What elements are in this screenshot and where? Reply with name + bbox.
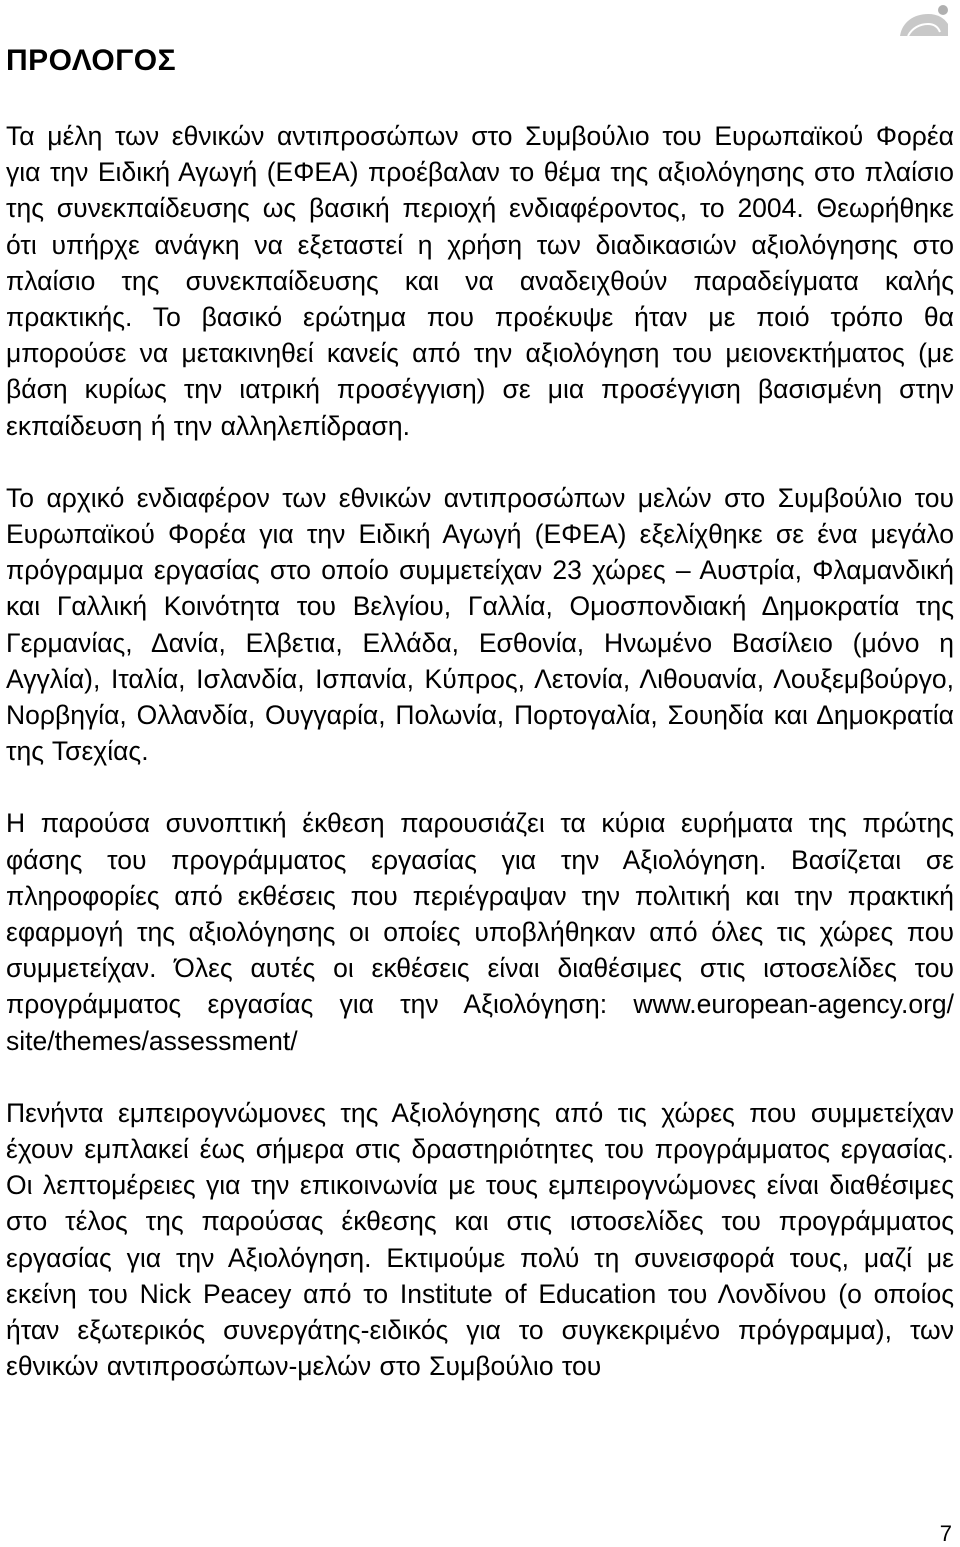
document-body xyxy=(6,118,954,1421)
paragraph-countries: Το αρχικό ενδιαφέρον των εθνικών αντιπροσώπων μελών στο Συμβούλιο του Ευρωπαϊκού Φορέα για την Ειδική Αγωγή (ΕΦΕΑ) εξελίχθηκε σε ένα μεγάλο πρόγραμμα εργασίας στο οποίο συμμετείχαν 23 χώρες – Αυστρία, Φλαμανδική και Γαλλική Κοινότητα του Βελγίου, Γαλλία, Ομοσπονδιακή Δημοκρατία της Γερμανίας, Δανία, Ελβετια, Ελλάδα, Εσθονία, Ηνωμένο Βασίλειο (μόνο η Αγγλία), Ιταλία, Ισλανδία, Ισπανία, Κύπρος, Λετονία, Λιθουανία, Λουξεμβούργο, Νορβηγία, Ολλανδία, Ουγγαρία, Πολωνία, Πορτογαλία, Σουηδία και Δημοκρατία της Τσεχίας. xyxy=(6,482,954,767)
page-title: ΠΡΟΛΟΓΟΣ xyxy=(6,44,177,77)
agency-logo-icon xyxy=(898,2,954,36)
page-number: 7 xyxy=(939,1521,952,1546)
paragraph-summary: Η παρούσα συνοπτική έκθεση παρουσιάζει τα κύρια ευρήματα της πρώτης φάσης του προγράμματος εργασίας για την Αξιολόγηση. Βασίζεται σε πληροφορίες από εκθέσεις που περιέγραψαν την πολιτική και την πρακτική εφαρμογή της αξιολόγησης οι οποίες υποβλήθηκαν από όλες τις χώρες που συμμετείχαν. Όλες αυτές οι εκθέσεις είναι διαθέσιμες στις ιστοσελίδες του προγράμματος εργασίας για την Αξιολόγηση: www.european-agency.org/ site/themes/assessment/ xyxy=(6,808,954,1056)
paragraph-intro: Τα μέλη των εθνικών αντιπροσώπων στο Συμβούλιο του Ευρωπαϊκού Φορέα για την Ειδική Αγωγή (ΕΦΕΑ) προέβαλαν το θέμα της αξιολόγησης στο πλαίσιο της συνεκπαίδευσης ως βασική περιοχή ενδιαφέροντος, το 2004. Θεωρήθηκε ότι υπήρχε ανάγκη να εξεταστεί η χρήση των διαδικασιών αξιολόγησης στο πλαίσιο της συνεκπαίδευσης και να αναδειχθούν παραδείγματα καλής πρακτικής. Το βασικό ερώτημα που προέκυψε ήταν με ποιό τρόπο θα μπορούσε να μετακινηθεί κανείς από την αξιολόγηση του μειονεκτήματος (με βάση κυρίως την ιατρική προσέγγιση) σε μια προσέγγιση βασισμένη στην εκπαίδευση ή την αλληλεπίδραση. xyxy=(6,121,954,441)
paragraph-experts: Πενήντα εμπειρογνώμονες της Αξιολόγησης από τις χώρες που συμμετείχαν έχουν εμπλακεί έως σήμερα στις δραστηριότητες του προγράμματος εργασίας. Οι λεπτομέρειες για την επικοινωνία με τους εμπειρογνώμονες είναι διαθέσιμες στο τέλος της παρούσας έκθεσης και στις ιστοσελίδες του προγράμματος εργασίας για την Αξιολόγηση. Εκτιμούμε πολύ τη συνεισφορά τους, μαζί με εκείνη του Nick Peacey από το Institute of Education του Λονδίνου (ο οποίος ήταν εξωτερικός συνεργάτης-ειδικός για το συγκεκριμένο πρόγραμμα), των εθνικών αντιπροσώπων-μελών στο Συμβούλιο του xyxy=(6,1097,954,1382)
